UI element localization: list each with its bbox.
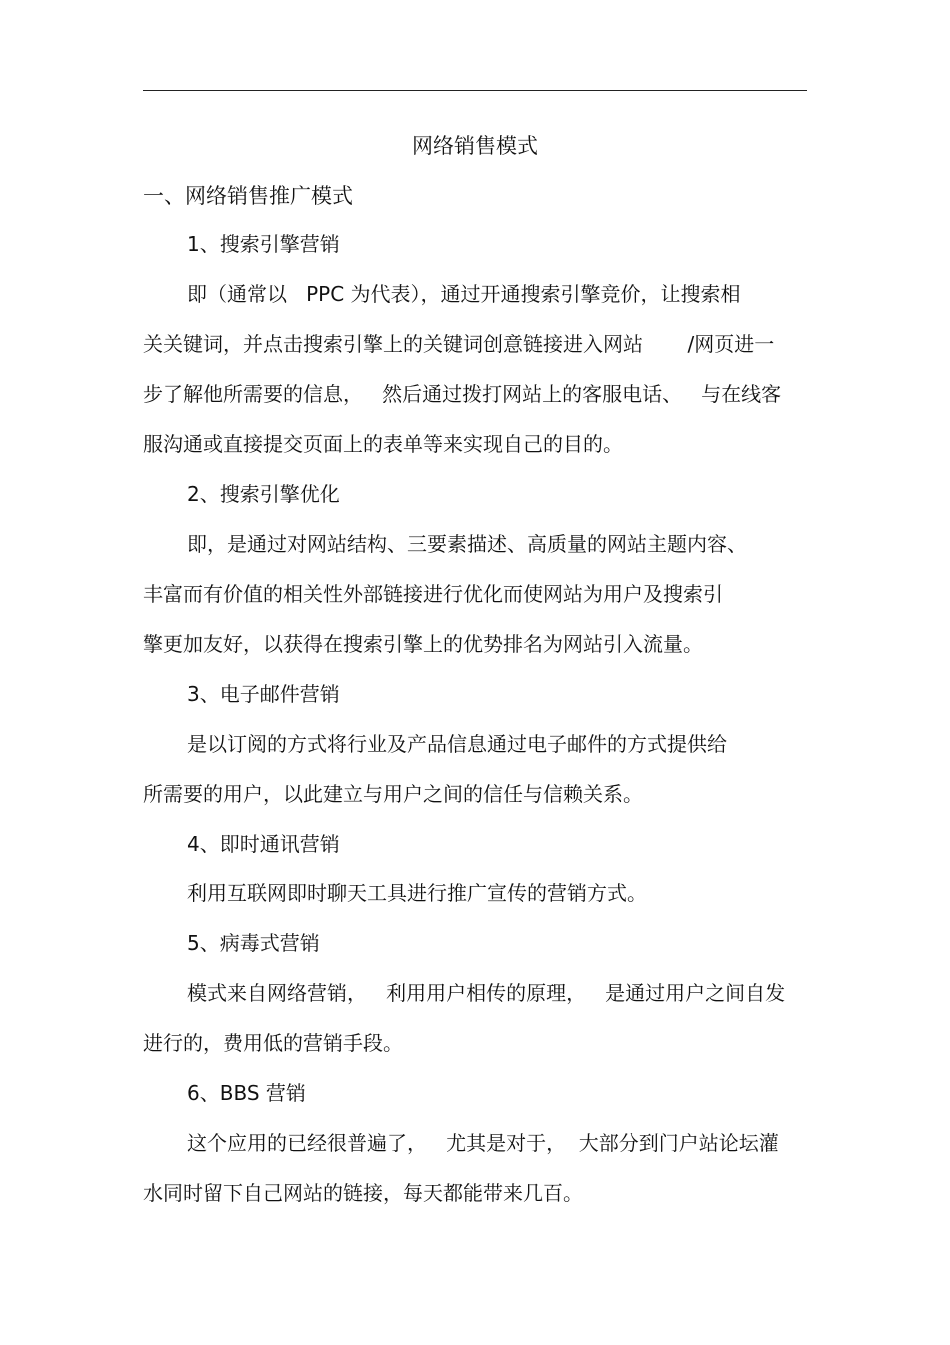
top-divider — [143, 90, 807, 91]
item-1-line-4: 服沟通或直接提交页面上的表单等来实现自己的目的。 — [143, 432, 623, 456]
item-2-line-2: 丰富而有价值的相关性外部链接进行优化而使网站为用户及搜索引 — [143, 582, 723, 606]
item-heading-2: 2、搜索引擎优化 — [187, 482, 340, 506]
item-4-line-1: 利用互联网即时聊天工具进行推广宣传的营销方式。 — [187, 881, 647, 905]
item-6-line-1: 这个应用的已经很普遍了， 尤其是对于， 大部分到门户站论坛灌 — [187, 1131, 779, 1155]
item-heading-5: 5、病毒式营销 — [187, 931, 320, 955]
item-3-line-2: 所需要的用户，以此建立与用户之间的信任与信赖关系。 — [143, 782, 643, 806]
item-heading-1: 1、搜索引擎营销 — [187, 232, 340, 256]
item-1-line-3: 步了解他所需要的信息， 然后通过拨打网站上的客服电话、 与在线客 — [143, 382, 782, 406]
document-title: 网络销售模式 — [412, 134, 538, 158]
item-heading-4: 4、即时通讯营销 — [187, 832, 340, 856]
item-3-line-1: 是以订阅的方式将行业及产品信息通过电子邮件的方式提供给 — [187, 732, 727, 756]
item-1-line-2: 关关键词，并点击搜索引擎上的关键词创意链接进入网站 /网页进一 — [143, 332, 775, 356]
item-2-line-3: 擎更加友好，以获得在搜索引擎上的优势排名为网站引入流量。 — [143, 632, 703, 656]
item-5-line-2: 进行的，费用低的营销手段。 — [143, 1031, 403, 1055]
section-heading: 一、网络销售推广模式 — [143, 184, 353, 208]
item-2-line-1: 即，是通过对网站结构、三要素描述、高质量的网站主题内容、 — [187, 532, 747, 556]
item-heading-6: 6、BBS 营销 — [187, 1081, 306, 1105]
item-1-line-1: 即（通常以 PPC 为代表），通过开通搜索引擎竞价，让搜索相 — [187, 282, 741, 306]
item-5-line-1: 模式来自网络营销， 利用用户相传的原理， 是通过用户之间自发 — [187, 981, 786, 1005]
item-6-line-2: 水同时留下自己网站的链接，每天都能带来几百。 — [143, 1181, 583, 1205]
item-heading-3: 3、电子邮件营销 — [187, 682, 340, 706]
